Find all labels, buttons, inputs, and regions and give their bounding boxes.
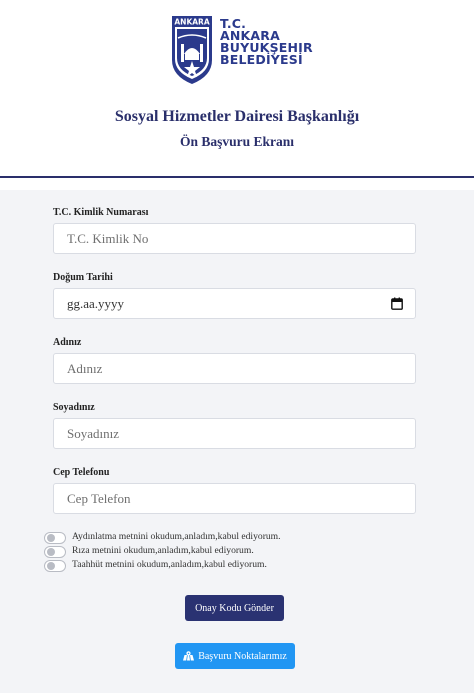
- svg-text:ANKARA: ANKARA: [174, 17, 210, 26]
- seal-text: [174, 17, 210, 26]
- consent-toggle[interactable]: [44, 532, 66, 544]
- phone-label: Cep Telefonu: [53, 467, 110, 478]
- consent-toggle[interactable]: [44, 560, 66, 572]
- tc-no-label: T.C. Kimlik Numarası: [53, 207, 149, 218]
- organization-title: Sosyal Hizmetler Dairesi Başkanlığı: [114, 108, 360, 125]
- logo-line: ANKARA: [220, 28, 280, 43]
- page-header: [0, 0, 474, 178]
- logo-line: T.C.: [220, 16, 247, 31]
- application-points-label: Başvuru Noktalarımız: [198, 650, 287, 662]
- birth-date-input[interactable]: [53, 288, 416, 319]
- logo-line: BELEDİYESİ: [220, 52, 303, 67]
- tc-no-input[interactable]: [53, 223, 416, 254]
- consent-label: Rıza metnini okudum,anladım,kabul ediyorum.: [72, 545, 254, 556]
- last-name-input[interactable]: [53, 418, 416, 449]
- logo-line: BUYUKŞEHIR: [220, 40, 313, 55]
- header-divider: [0, 176, 474, 178]
- consent-label: Aydınlatma metnini okudum,anladım,kabul ediyorum.: [72, 531, 281, 542]
- ankara-logo: [168, 14, 318, 86]
- last-name-label: Soyadınız: [53, 402, 95, 413]
- consent-toggle[interactable]: [44, 546, 66, 558]
- phone-input[interactable]: [53, 483, 416, 514]
- screen-title: Ön Başvuru Ekranı: [179, 134, 295, 149]
- location-pins-icon: [183, 651, 194, 661]
- first-name-label: Adınız: [53, 337, 82, 348]
- birth-date-label: Doğum Tarihi: [53, 272, 113, 283]
- logo-wordmark: [220, 18, 313, 66]
- application-points-button[interactable]: [175, 643, 295, 669]
- birth-date-value: gg.aa.yyyy: [67, 296, 125, 311]
- calendar-icon[interactable]: [391, 297, 403, 310]
- send-code-button[interactable]: Onay Kodu Gönder: [185, 595, 284, 621]
- consent-label: Taahhüt metnini okudum,anladım,kabul ediyorum.: [72, 559, 267, 570]
- first-name-input[interactable]: [53, 353, 416, 384]
